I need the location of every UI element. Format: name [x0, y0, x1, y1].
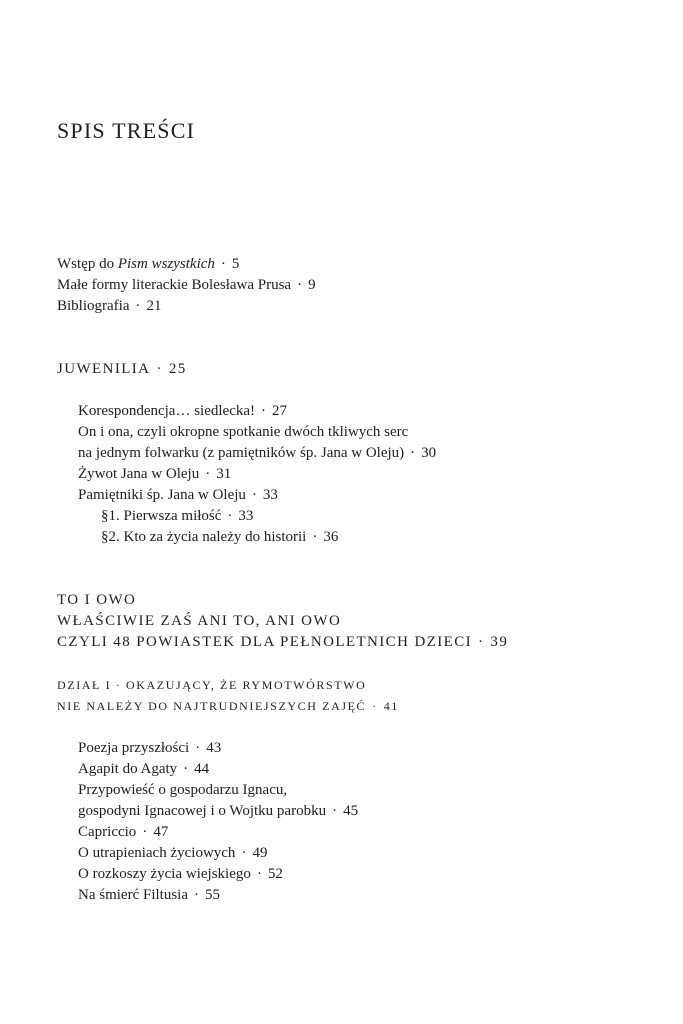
- page-number: 33: [238, 508, 254, 524]
- page-number: 47: [153, 824, 169, 840]
- entry-text: Wstęp do: [57, 256, 118, 272]
- page-number: 55: [204, 887, 220, 903]
- separator-dot: ·: [410, 445, 416, 461]
- separator-dot: ·: [372, 699, 378, 713]
- separator-dot: ·: [220, 256, 226, 272]
- page-number: 25: [168, 361, 187, 377]
- toc-entry: [78, 843, 267, 864]
- page-number: 30: [421, 445, 437, 461]
- section-title: JUWENILIA: [57, 361, 151, 377]
- toc-entry: [78, 780, 287, 801]
- separator-dot: ·: [193, 887, 199, 903]
- section-heading-line: [57, 611, 341, 632]
- separator-dot: ·: [297, 277, 303, 293]
- entry-text: Korespondencja… siedlecka!: [78, 403, 256, 419]
- toc-entry: [78, 864, 283, 885]
- separator-dot: ·: [156, 361, 163, 377]
- separator-dot: ·: [195, 740, 201, 756]
- toc-entry: [78, 738, 221, 759]
- toc-entry: [78, 759, 209, 780]
- page-number: 31: [216, 466, 232, 482]
- page-number: 43: [206, 740, 222, 756]
- toc-subentry: [101, 506, 253, 527]
- entry-text: Małe formy literackie Bolesława Prusa: [57, 277, 292, 293]
- entry-text: Bibliografia: [57, 298, 130, 314]
- entry-text: na jednym folwarku (z pamiętników śp. Jana w Oleju): [78, 445, 405, 461]
- toc-entry: [78, 464, 231, 485]
- page-number: 49: [252, 845, 268, 861]
- entry-text: Poezja przyszłości: [78, 740, 190, 756]
- separator-dot: ·: [256, 866, 262, 882]
- separator-dot: ·: [312, 529, 318, 545]
- toc-entry: [78, 885, 220, 906]
- page-title: SPIS TREŚCI: [57, 118, 196, 143]
- section-title: CZYLI 48 POWIASTEK DLA PEŁNOLETNICH DZIECI: [57, 634, 473, 650]
- page-number: 41: [383, 699, 399, 713]
- toc-entry: [78, 822, 168, 843]
- separator-dot: ·: [227, 508, 233, 524]
- entry-text: Żywot Jana w Oleju: [78, 466, 200, 482]
- page-number: 21: [146, 298, 162, 314]
- page-number: 52: [267, 866, 283, 882]
- separator-dot: ·: [183, 761, 189, 777]
- toc-entry: [78, 485, 278, 506]
- section-heading-line: [57, 590, 136, 611]
- subsection-title: DZIAŁ I · OKAZUJĄCY, ŻE RYMOTWÓRSTWO: [57, 678, 367, 692]
- page-number: 33: [262, 487, 278, 503]
- entry-text: O rozkoszy życia wiejskiego: [78, 866, 251, 882]
- page-number: 45: [343, 803, 359, 819]
- separator-dot: ·: [142, 824, 148, 840]
- toc-entry-wstep: [57, 254, 239, 275]
- entry-text: §2. Kto za życia należy do historii: [101, 529, 307, 545]
- entry-text: Na śmierć Filtusia: [78, 887, 188, 903]
- page-number: 39: [490, 634, 509, 650]
- entry-text: Pamiętniki śp. Jana w Oleju: [78, 487, 246, 503]
- entry-text: Przypowieść o gospodarzu Ignacu,: [78, 782, 288, 798]
- entry-text: gospodyni Ignacowej i o Wojtku parobku: [78, 803, 327, 819]
- separator-dot: ·: [135, 298, 141, 314]
- section-heading-juwenilia: [57, 359, 187, 380]
- toc-entry: [78, 443, 436, 464]
- toc-entry: [78, 801, 358, 822]
- separator-dot: ·: [261, 403, 267, 419]
- entry-italic-title: Pism wszystkich: [117, 256, 215, 272]
- section-title: TO I OWO: [57, 592, 137, 608]
- page-number: 5: [231, 256, 240, 272]
- separator-dot: ·: [205, 466, 211, 482]
- entry-text: Capriccio: [78, 824, 137, 840]
- section-title: WŁAŚCIWIE ZAŚ ANI TO, ANI OWO: [57, 613, 342, 629]
- page-number: 9: [308, 277, 316, 293]
- separator-dot: ·: [478, 634, 485, 650]
- separator-dot: ·: [332, 803, 338, 819]
- subsection-heading-line: [57, 675, 366, 696]
- toc-entry: [78, 422, 408, 443]
- subsection-title: NIE NALEŻY DO NAJTRUDNIEJSZYCH ZAJĘĆ: [57, 699, 367, 713]
- entry-text: On i ona, czyli okropne spotkanie dwóch tkliwych serc: [78, 424, 409, 440]
- toc-entry: [78, 401, 287, 422]
- separator-dot: ·: [241, 845, 247, 861]
- subsection-heading-line: [57, 696, 399, 717]
- entry-text: §1. Pierwsza miłość: [101, 508, 222, 524]
- page-number: 36: [323, 529, 339, 545]
- toc-entry-bibliografia: [57, 296, 161, 317]
- separator-dot: ·: [251, 487, 257, 503]
- toc-subentry: [101, 527, 338, 548]
- entry-text: O utrapieniach życiowych: [78, 845, 236, 861]
- page-number: 44: [194, 761, 210, 777]
- entry-text: Agapit do Agaty: [78, 761, 178, 777]
- toc-entry-male-formy: [57, 275, 316, 296]
- page-number: 27: [272, 403, 288, 419]
- section-heading-line: [57, 632, 508, 653]
